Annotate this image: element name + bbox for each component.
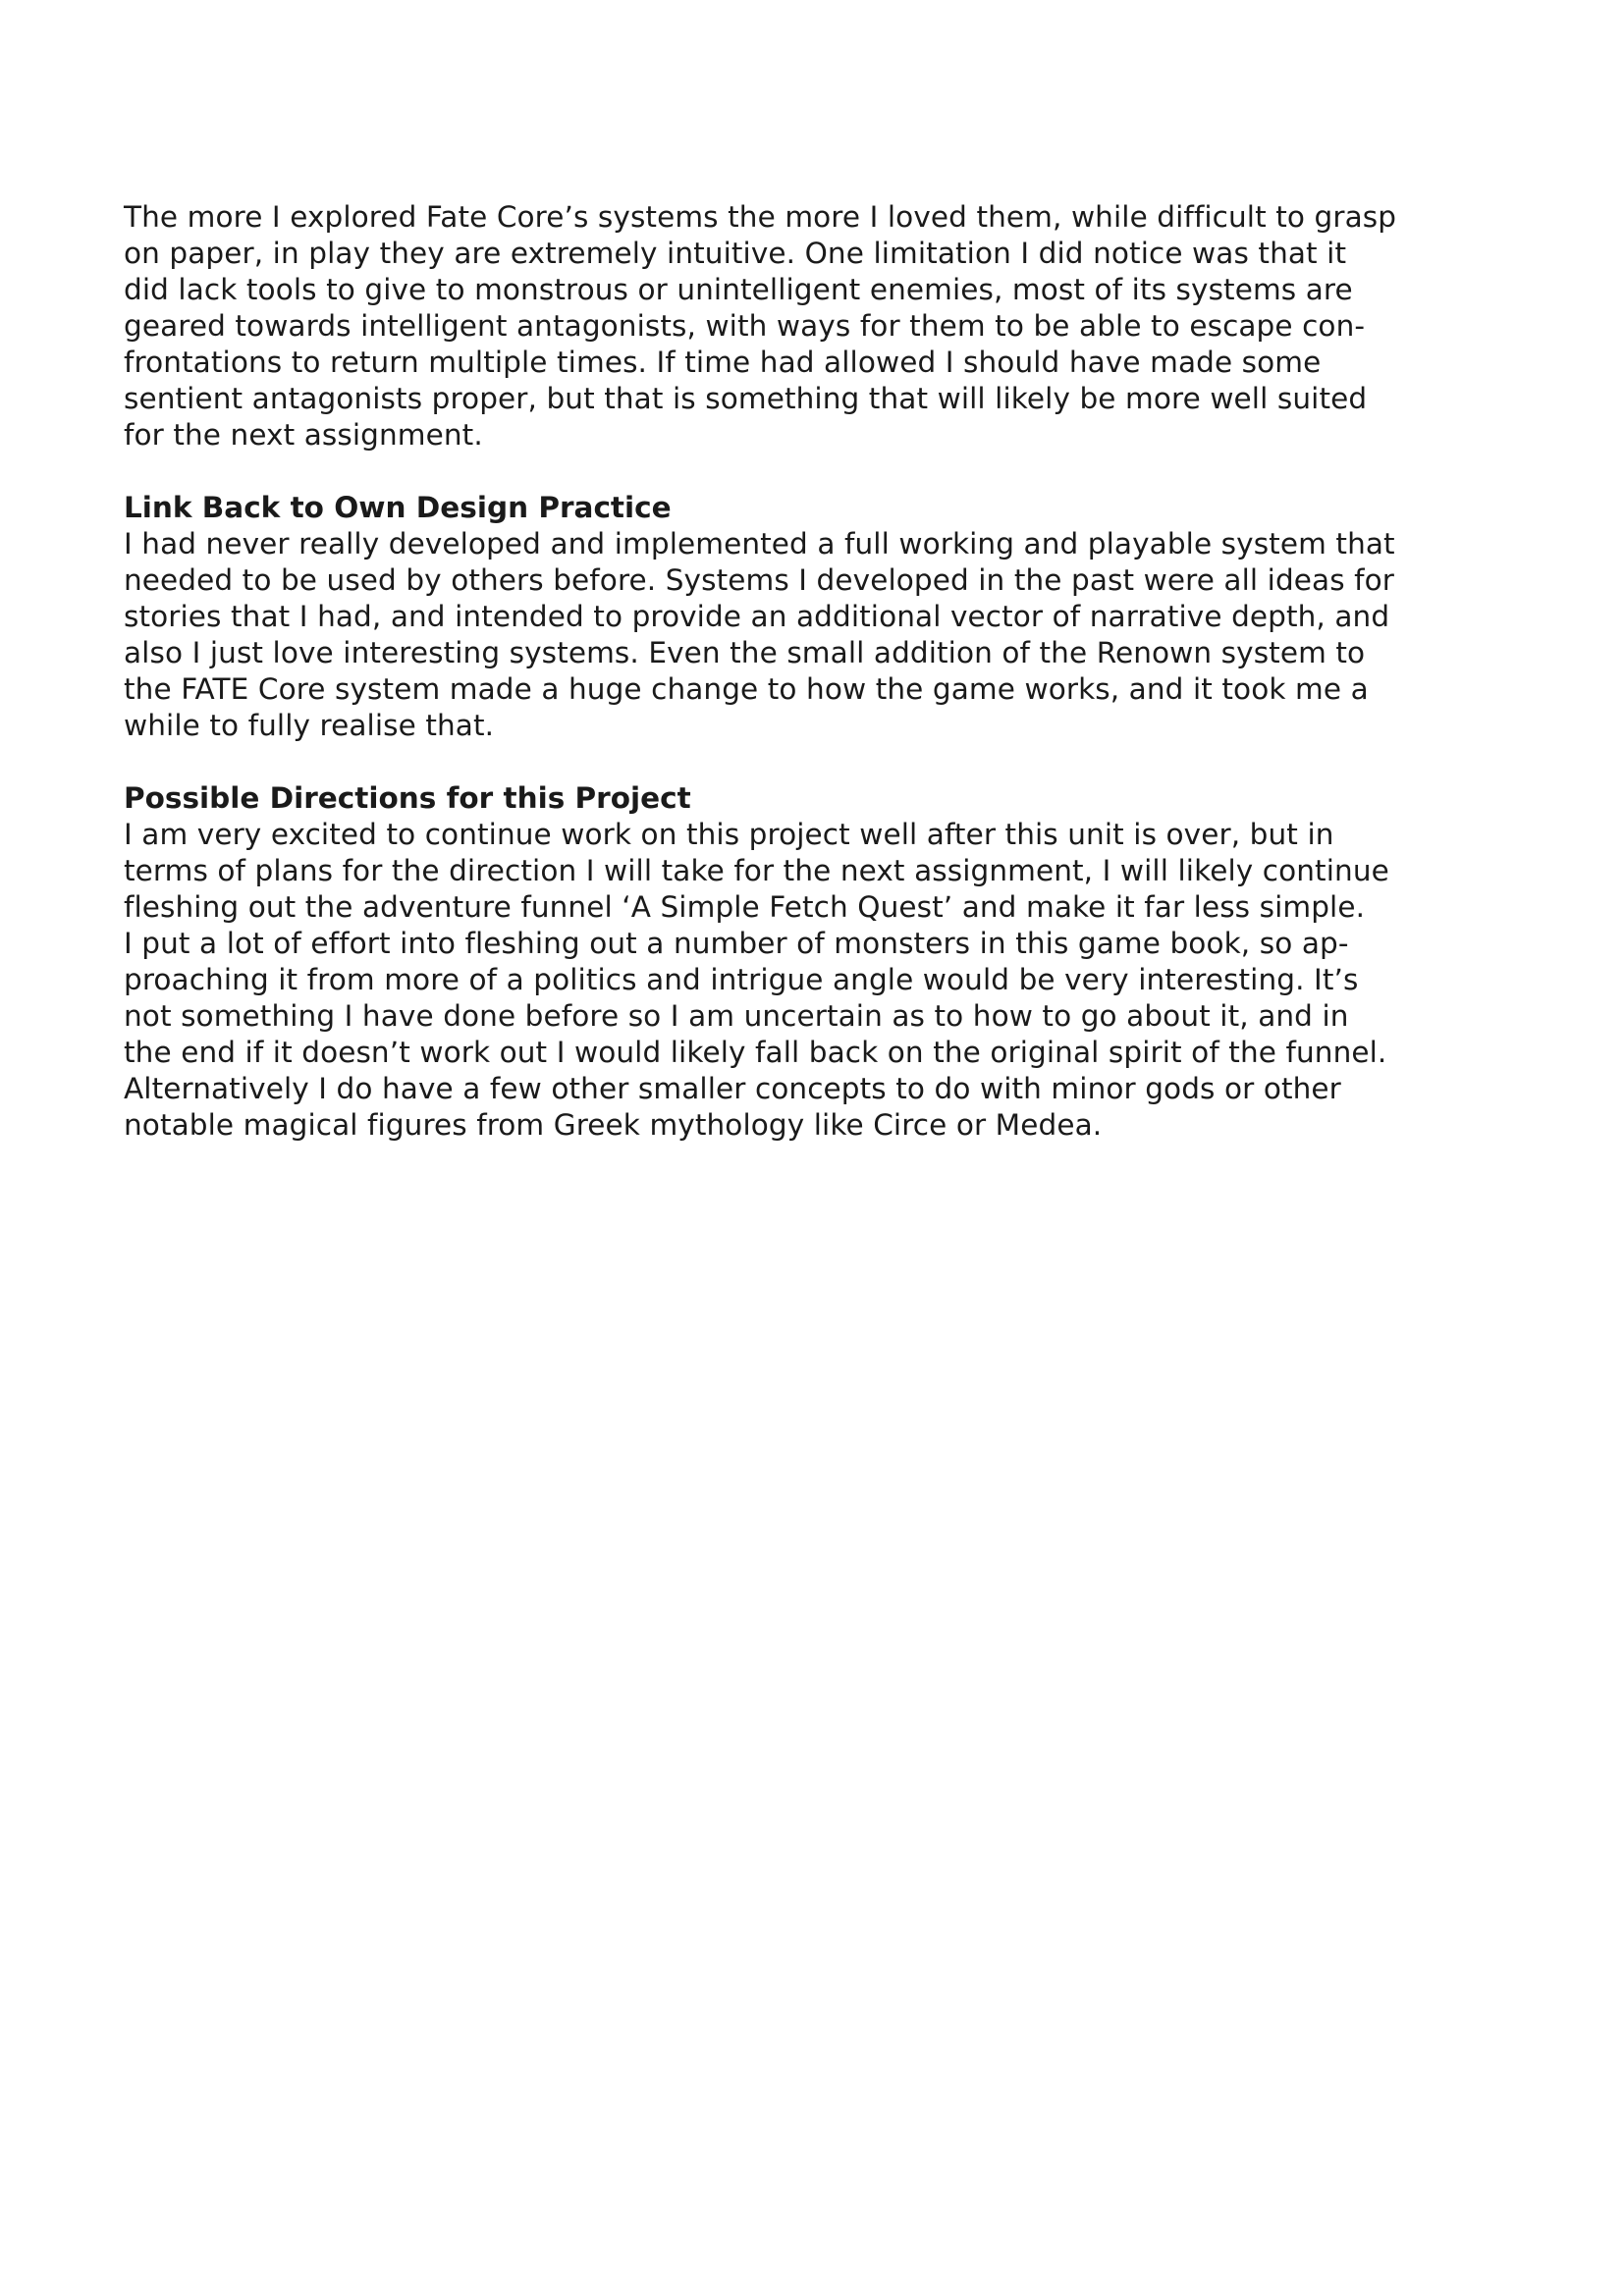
paragraph-line: I put a lot of effort into fleshing out a number of monsters in this game book, so ap- (124, 927, 1349, 960)
paragraph-line: I am very excited to continue work on this project well after this unit is over, but in (124, 818, 1334, 851)
paragraph-line: fleshing out the adventure funnel ‘A Simple Fetch Quest’ and make it far less simple. (124, 890, 1366, 924)
paragraph-line: stories that I had, and intended to provide an additional vector of narrative depth, and (124, 600, 1390, 633)
paragraph-line: not something I have done before so I am uncertain as to how to go about it, and in (124, 999, 1349, 1033)
paragraph-line: proaching it from more of a politics and intrigue angle would be very interesting. It’s (124, 963, 1359, 996)
paragraph-line: terms of plans for the direction I will take for the next assignment, I will likely continue (124, 854, 1389, 887)
paragraph-line: frontations to return multiple times. If time had allowed I should have made some (124, 346, 1322, 379)
section-heading: Possible Directions for this Project (124, 781, 691, 815)
paragraph-line: notable magical figures from Greek mythology like Circe or Medea. (124, 1108, 1103, 1142)
paragraph-line: geared towards intelligent antagonists, with ways for them to be able to escape con- (124, 309, 1366, 343)
paragraph-line: while to fully realise that. (124, 709, 495, 742)
paragraph-line: sentient antagonists proper, but that is something that will likely be more well suited (124, 382, 1368, 415)
paragraph-spacer (124, 454, 1439, 490)
paragraph-line: the FATE Core system made a huge change to how the game works, and it took me a (124, 672, 1369, 706)
paragraph-spacer (124, 744, 1439, 780)
section-design-practice (124, 490, 1439, 744)
document-body (124, 199, 1439, 1144)
section-possible-directions (124, 780, 1439, 1144)
paragraph-line: for the next assignment. (124, 418, 483, 452)
paragraph-line: did lack tools to give to monstrous or unintelligent enemies, most of its systems are (124, 273, 1353, 306)
paragraph-line: The more I explored Fate Core’s systems the more I loved them, while difficult to grasp (124, 200, 1397, 234)
paragraph-line: the end if it doesn’t work out I would likely fall back on the original spirit of the funnel. (124, 1036, 1387, 1069)
paragraph-line: on paper, in play they are extremely intuitive. One limitation I did notice was that it (124, 237, 1347, 270)
paragraph-line: also I just love interesting systems. Even the small addition of the Renown system to (124, 636, 1366, 669)
intro-paragraph (124, 199, 1439, 454)
paragraph-line: Alternatively I do have a few other smaller concepts to do with minor gods or other (124, 1072, 1341, 1105)
section-heading: Link Back to Own Design Practice (124, 491, 672, 524)
paragraph-line: I had never really developed and implemented a full working and playable system that (124, 527, 1395, 561)
paragraph-line: needed to be used by others before. Systems I developed in the past were all ideas for (124, 563, 1395, 597)
